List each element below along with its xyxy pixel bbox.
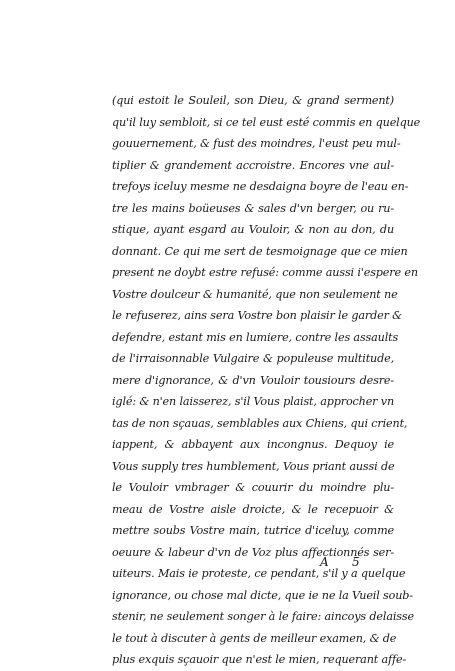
text-line: present ne doybt estre refusé: comme aussi i'espere en	[112, 266, 418, 279]
text-line: le tout à discuter à gents de meilleur examen, & de	[112, 631, 397, 645]
text-line: gouuernement, & fust des moindres, l'eust peu mul-	[112, 137, 401, 150]
text-line: defendre, estant mis en lumiere, contre les assaults	[112, 330, 399, 344]
text-line: tas de non sçauas, semblables aux Chiens, qui crient,	[112, 416, 408, 430]
text-line: ignorance, ou chose mal dicte, que ie ne la Vueil soub-	[112, 588, 413, 602]
text-line: oeuure & labeur d'vn de Voz plus affectionnés ser-	[112, 545, 394, 559]
body-text	[112, 90, 421, 671]
text-line: stique, ayant esgard au Vouloir, & non au don, du	[112, 223, 394, 236]
text-line: stenir, ne seulement songer à le faire: aincoys delaisse	[112, 610, 414, 623]
text-line: tiplier & grandement accroistre. Encores vne aul-	[112, 158, 394, 172]
text-line: trefoys iceluy mesme ne desdaigna boyre de l'eau en-	[112, 180, 409, 193]
text-line: iglé: & n'en laisserez, s'il Vous plaist, approcher vn	[112, 395, 394, 408]
text-line: meau de Vostre aisle droicte, & le recepuoir &	[112, 502, 394, 516]
page-number: 5	[352, 555, 360, 569]
text-line: Vostre doulceur & humanité, que non seulement ne	[112, 287, 398, 301]
text-line: plus exquis sçauoir que n'est le mien, requerant affe-	[112, 653, 407, 666]
text-line: qu'il luy sembloit, si ce tel eust esté commis en quelque	[112, 115, 421, 129]
text-line: uiteurs. Mais ie proteste, ce pendant, s'il y a quelque	[112, 567, 406, 580]
text-line: donnant. Ce qui me sert de tesmoignage que ce mien	[112, 244, 408, 258]
text-line: de l'irraisonnable Vulgaire & populeuse multitude,	[112, 352, 394, 365]
page-footer	[320, 553, 410, 575]
text-line: Vous supply tres humblement, Vous priant aussi de	[112, 459, 395, 473]
text-line: le refuserez, ains sera Vostre bon plaisir le garder &	[112, 309, 402, 322]
text-line: tre les mains boüeuses & sales d'vn berger, ou ru-	[112, 201, 394, 215]
text-line: mere d'ignorance, & d'vn Vouloir tousiours desre-	[112, 373, 394, 387]
text-line: (qui estoit le Souleil, son Dieu, & grand serment)	[112, 94, 394, 107]
signature-mark: A	[320, 555, 329, 569]
text-line: iappent, & abbayent aux incongnus. Dequoy ie	[112, 438, 394, 451]
text-line: mettre soubs Vostre main, tutrice d'iceluy, comme	[112, 524, 394, 537]
text-line: le Vouloir vmbrager & couurir du moindre plu-	[112, 481, 394, 494]
